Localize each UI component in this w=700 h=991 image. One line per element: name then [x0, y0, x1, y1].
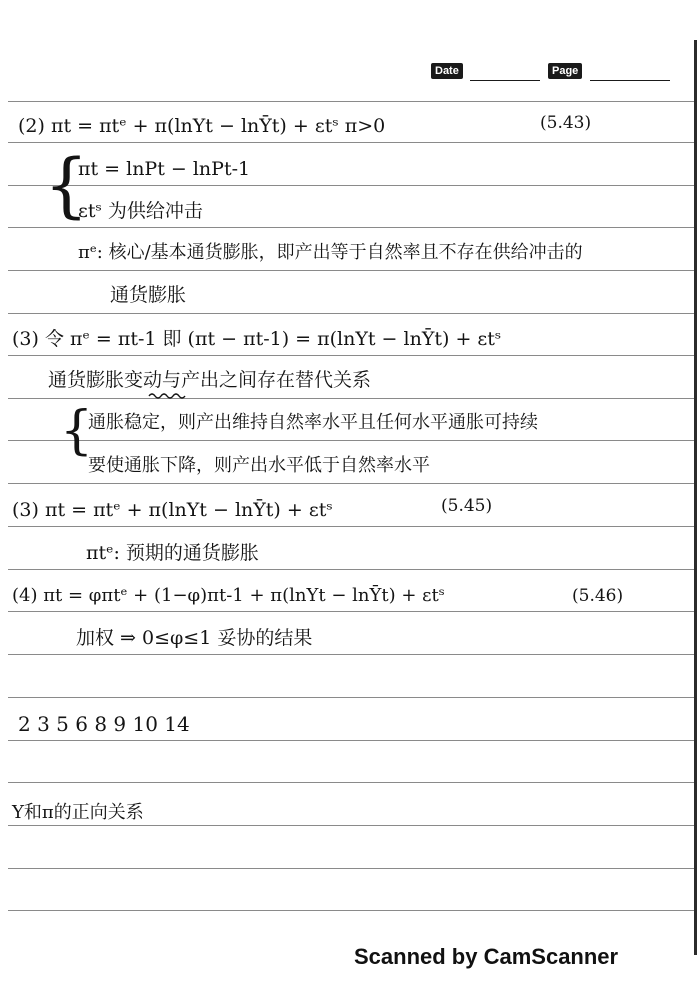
ruled-line — [8, 440, 694, 441]
date-underline — [470, 80, 540, 81]
stable-inflation-note: 通胀稳定，则产出维持自然率水平且任何水平通胀可持续 — [88, 412, 538, 433]
ruled-line — [8, 313, 694, 314]
equation-3-expected-number: (5.45) — [441, 496, 493, 516]
ruled-line — [8, 398, 694, 399]
definition-supply-shock: εtˢ 为供给冲击 — [78, 200, 203, 222]
ruled-line — [8, 654, 694, 655]
definition-core-inflation-cont: 通货膨胀 — [110, 284, 187, 306]
page-label: Page — [548, 63, 582, 79]
reduce-inflation-note: 要使通胀下降，则产出水平低于自然率水平 — [88, 455, 430, 476]
equation-3-expected: (3) πt = πtᵉ + π(lnYt − lnȲt) + εtˢ — [12, 499, 333, 521]
equation-4: (4) πt = φπtᵉ + (1−φ)πt-1 + π(lnYt − lnȲt) + εtˢ — [12, 585, 445, 606]
ruled-line — [8, 227, 694, 228]
definition-inflation: πt = lnPt − lnPt-1 — [78, 158, 251, 180]
ruled-line — [8, 101, 694, 102]
definition-core-inflation: πᵉ: 核心/基本通货膨胀，即产出等于自然率且不存在供给冲击的 — [78, 242, 583, 263]
equation-2: (2) πt = πtᵉ + π(lnYt − lnȲt) + εtˢ π>0 — [18, 115, 386, 137]
expected-inflation-note: πtᵉ: 预期的通货膨胀 — [86, 542, 259, 564]
weighting-note: 加权 ⇒ 0≤φ≤1 妥协的结果 — [76, 627, 313, 649]
ruled-line — [8, 611, 694, 612]
question-numbers: 2 3 5 6 8 9 10 14 — [18, 712, 190, 736]
page-edge — [694, 40, 697, 955]
page-underline — [590, 80, 670, 81]
ruled-line — [8, 782, 694, 783]
ruled-line — [8, 142, 694, 143]
ruled-line — [8, 868, 694, 869]
ruled-line — [8, 185, 694, 186]
scanner-watermark: Scanned by CamScanner — [354, 944, 619, 969]
sub-brace: { — [60, 401, 94, 461]
ruled-line — [8, 526, 694, 527]
equation-3: (3) 令 πᵉ = πt-1 即 (πt − πt-1) = π(lnYt − lnȲt) + εtˢ — [12, 328, 502, 350]
equation-2-number: (5.43) — [540, 113, 592, 133]
ruled-line — [8, 569, 694, 570]
ruled-line — [8, 483, 694, 484]
equation-4-number: (5.46) — [572, 586, 624, 606]
left-brace: { — [44, 144, 89, 226]
positive-relation-note: Y和π的正向关系 — [12, 802, 144, 823]
ruled-line — [8, 740, 694, 741]
date-label: Date — [431, 63, 463, 79]
ruled-line — [8, 910, 694, 911]
ruled-line — [8, 270, 694, 271]
squiggle-underline — [148, 392, 188, 400]
tradeoff-note: 通货膨胀变动与产出之间存在替代关系 — [48, 369, 372, 391]
ruled-line — [8, 355, 694, 356]
ruled-line — [8, 825, 694, 826]
ruled-line — [8, 697, 694, 698]
